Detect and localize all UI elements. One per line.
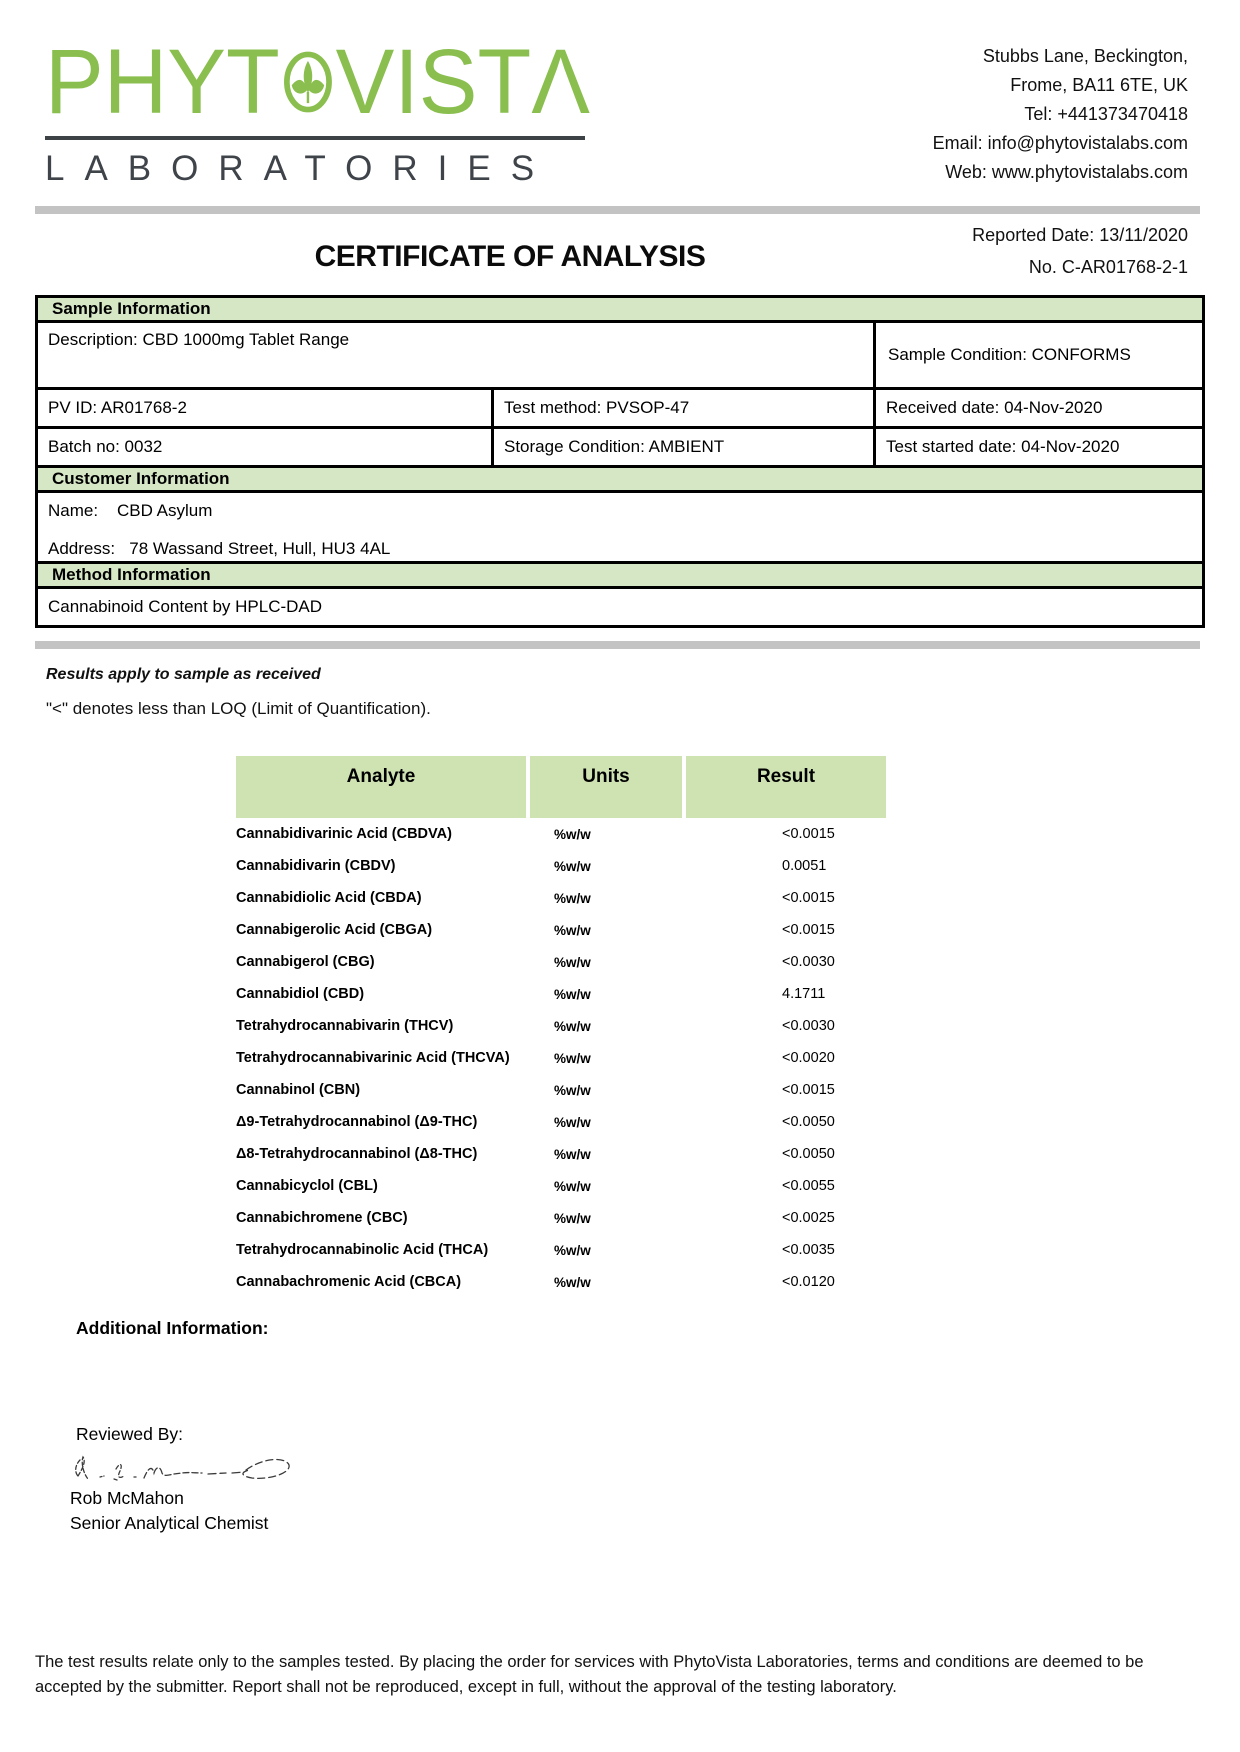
units-value: %w/w — [554, 890, 591, 906]
result-value: <0.0035 — [782, 1242, 835, 1258]
table-row — [236, 1138, 886, 1170]
analyte-name: Cannabichromene (CBC) — [236, 1210, 408, 1226]
analyte-name: Tetrahydrocannabinolic Acid (THCA) — [236, 1242, 489, 1258]
batch-no: Batch no: 0032 — [38, 429, 494, 465]
result-value: <0.0120 — [782, 1274, 835, 1290]
units-value: %w/w — [554, 954, 591, 970]
contact-address-line1: Stubbs Lane, Beckington, — [982, 46, 1188, 66]
result-value: <0.0015 — [782, 922, 835, 938]
analyte-name: Δ8-Tetrahydrocannabinol (Δ8-THC) — [236, 1146, 478, 1162]
table-row — [236, 1170, 886, 1202]
sample-info-row-2 — [38, 426, 1202, 465]
contact-web: Web: www.phytovistalabs.com — [945, 162, 1188, 182]
lab-contact-info — [933, 42, 1188, 187]
logo-text-a: Λ — [531, 30, 590, 133]
units-value: %w/w — [554, 1274, 591, 1290]
logo-text-vist: VIST — [335, 30, 532, 133]
section-header-method-information: Method Information — [38, 561, 1202, 589]
sample-condition: Sample Condition: CONFORMS — [888, 345, 1131, 364]
test-started-date: Test started date: 04-Nov-2020 — [886, 437, 1120, 456]
report-number: No. C-AR01768-2-1 — [1028, 257, 1188, 277]
analyte-name: Cannabachromenic Acid (CBCA) — [236, 1274, 462, 1290]
contact-phone: Tel: +441373470418 — [1024, 104, 1188, 124]
column-header-analyte: Analyte — [236, 756, 526, 818]
sample-description: Description: CBD 1000mg Tablet Range — [38, 323, 876, 387]
units-value: %w/w — [554, 1018, 591, 1034]
handwritten-signature — [70, 1446, 295, 1492]
method-description: Cannabinoid Content by HPLC-DAD — [48, 597, 323, 616]
table-row — [236, 978, 886, 1010]
customer-row — [38, 493, 1202, 561]
analyte-name: Tetrahydrocannabivarin (THCV) — [236, 1018, 454, 1034]
sample-info-row-1 — [38, 387, 1202, 426]
analyte-name: Δ9-Tetrahydrocannabinol (Δ9-THC) — [236, 1114, 478, 1130]
result-value: <0.0020 — [782, 1050, 835, 1066]
analyte-name: Cannabidiol (CBD) — [236, 986, 365, 1002]
column-header-result: Result — [686, 756, 886, 818]
result-value: <0.0050 — [782, 1146, 835, 1162]
reviewed-by-label: Reviewed By: — [76, 1424, 183, 1444]
table-row — [236, 1202, 886, 1234]
table-row — [236, 1106, 886, 1138]
table-row — [236, 818, 886, 850]
footer-disclaimer: The test results relate only to the samples tested. By placing the order for services with PhytoVista Laboratories, terms and conditions are deemed to be accepted by the submitter. Report shall not be reproduced, except in full, without the approval of the testing laboratory. — [35, 1653, 1144, 1696]
result-value: <0.0030 — [782, 1018, 835, 1034]
result-value: <0.0030 — [782, 954, 835, 970]
result-value: <0.0050 — [782, 1114, 835, 1130]
phytovista-logo — [45, 30, 590, 189]
table-row — [236, 1010, 886, 1042]
description-row — [38, 323, 1202, 387]
loq-note: "<" denotes less than LOQ (Limit of Quantification). — [46, 699, 431, 718]
contact-address-line2: Frome, BA11 6TE, UK — [1010, 75, 1188, 95]
logo-text-phyt: PHYT — [45, 30, 280, 133]
analyte-name: Cannabidivarinic Acid (CBDVA) — [236, 826, 452, 842]
table-separator-bar — [35, 641, 1200, 649]
result-value: <0.0015 — [782, 826, 835, 842]
additional-information-label: Additional Information: — [76, 1318, 269, 1338]
units-value: %w/w — [554, 986, 591, 1002]
table-row — [236, 1234, 886, 1266]
results-table-header — [236, 756, 886, 818]
units-value: %w/w — [554, 1114, 591, 1130]
results-table-body — [236, 818, 886, 1298]
table-row — [236, 850, 886, 882]
leaf-icon — [282, 42, 334, 122]
table-row — [236, 882, 886, 914]
result-value: 4.1711 — [782, 986, 826, 1002]
logo-divider-rule — [45, 136, 585, 140]
section-header-customer-information: Customer Information — [38, 465, 1202, 493]
section-header-sample-information: Sample Information — [38, 298, 1202, 323]
logo-wordmark — [45, 30, 590, 133]
units-value: %w/w — [554, 1178, 591, 1194]
header-separator-bar — [35, 206, 1200, 214]
result-value: <0.0025 — [782, 1210, 835, 1226]
storage-condition: Storage Condition: AMBIENT — [494, 429, 876, 465]
table-row — [236, 1266, 886, 1298]
result-value: <0.0055 — [782, 1178, 835, 1194]
analyte-name: Cannabigerol (CBG) — [236, 954, 375, 970]
result-value: <0.0015 — [782, 890, 835, 906]
report-meta — [972, 219, 1188, 283]
contact-email: Email: info@phytovistalabs.com — [932, 133, 1188, 153]
analyte-name: Cannabigerolic Acid (CBGA) — [236, 922, 433, 938]
page-title: CERTIFICATE OF ANALYSIS — [314, 240, 706, 273]
test-method: Test method: PVSOP-47 — [494, 390, 876, 426]
customer-name: Name: CBD Asylum — [48, 501, 213, 520]
units-value: %w/w — [554, 858, 591, 874]
units-value: %w/w — [554, 1210, 591, 1226]
units-value: %w/w — [554, 1082, 591, 1098]
analyte-name: Tetrahydrocannabivarinic Acid (THCVA) — [236, 1050, 510, 1066]
received-date: Received date: 04-Nov-2020 — [886, 398, 1103, 417]
units-value: %w/w — [554, 1146, 591, 1162]
customer-address: Address: 78 Wassand Street, Hull, HU3 4AL — [48, 539, 391, 558]
results-apply-note: Results apply to sample as received — [46, 666, 321, 683]
table-row — [236, 914, 886, 946]
result-value: <0.0015 — [782, 1082, 835, 1098]
analyte-name: Cannabinol (CBN) — [236, 1082, 361, 1098]
analyte-name: Cannabicyclol (CBL) — [236, 1178, 378, 1194]
result-value: 0.0051 — [782, 858, 827, 874]
reviewer-name: Rob McMahon — [70, 1488, 184, 1508]
analyte-name: Cannabidiolic Acid (CBDA) — [236, 890, 422, 906]
units-value: %w/w — [554, 922, 591, 938]
table-row — [236, 1074, 886, 1106]
units-value: %w/w — [554, 826, 591, 842]
logo-subtitle: LABORATORIES — [45, 149, 555, 188]
reviewer-title: Senior Analytical Chemist — [70, 1513, 269, 1533]
info-table — [35, 295, 1205, 628]
pv-id: PV ID: AR01768-2 — [38, 390, 494, 426]
table-row — [236, 1042, 886, 1074]
reported-date: Reported Date: 13/11/2020 — [972, 225, 1188, 245]
column-header-units: Units — [530, 756, 682, 818]
units-value: %w/w — [554, 1242, 591, 1258]
analyte-name: Cannabidivarin (CBDV) — [236, 858, 396, 874]
table-row — [236, 946, 886, 978]
units-value: %w/w — [554, 1050, 591, 1066]
